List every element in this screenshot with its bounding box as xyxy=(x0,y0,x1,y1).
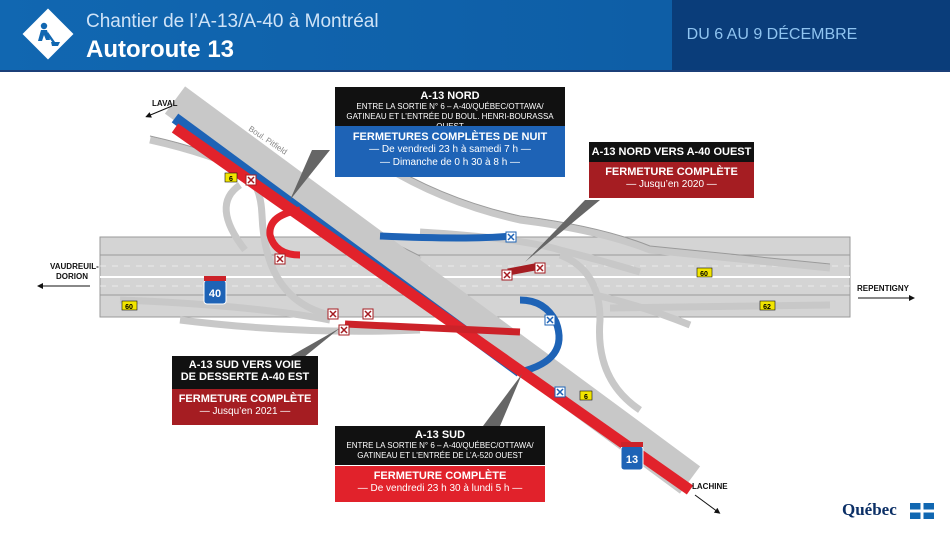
callout-a13-nord-header xyxy=(335,87,565,126)
callout-a13-nord-a40-detail: — Jusqu’en 2020 — xyxy=(626,179,717,190)
callout-a13-nord-a40-body xyxy=(589,162,754,198)
callout-a13-nord-detail1: — De vendredi 23 h à samedi 7 h — xyxy=(369,144,531,155)
quebec-flag-icon xyxy=(910,503,934,519)
callout-a13-sud-line1: ENTRE LA SORTIE N° 6 – A-40/QUÉBEC/OTTAWA/ xyxy=(346,441,534,450)
callout-a13-nord-a40-status: FERMETURE COMPLÈTE xyxy=(605,166,738,178)
callout-a13-nord-detail2: — Dimanche de 0 h 30 à 8 h — xyxy=(379,157,521,168)
callout-a13-nord-title: A-13 NORD xyxy=(420,90,480,102)
callout-a13-sud-desserte-detail: — Jusqu’en 2021 — xyxy=(199,406,291,417)
a40-shield-label: 40 xyxy=(208,288,222,300)
callout-a13-sud-status: FERMETURE COMPLÈTE xyxy=(373,470,507,482)
header-subtitle: Chantier de l’A-13/A-40 à Montréal xyxy=(86,11,379,32)
route-60-shield-left xyxy=(122,301,137,311)
route-6-shield-top xyxy=(225,173,237,183)
route-62-label: 62 xyxy=(763,304,771,311)
callout-a13-sud-detail: — De vendredi 23 h 30 à lundi 5 h — xyxy=(357,483,523,494)
direction-laval: LAVAL xyxy=(152,99,178,108)
callout-a13-sud-desserte-header xyxy=(172,356,318,389)
callout-a13-nord-a40-header xyxy=(589,142,754,162)
callout-a13-sud-desserte-status: FERMETURE COMPLÈTE xyxy=(178,393,312,405)
callout-pointer-a13-sud xyxy=(483,374,522,426)
a40-shield xyxy=(204,276,226,304)
a13-nord-loop xyxy=(380,236,512,238)
callout-a13-nord-status: FERMETURES COMPLÈTES DE NUIT xyxy=(352,131,548,143)
callout-a13-nord-line2: GATINEAU ET L’ENTRÉE DU BOUL. HENRI-BOURASSA xyxy=(346,112,554,121)
direction-vaudreuil: VAUDREUIL- xyxy=(50,262,99,271)
quebec-logo-text: Québec xyxy=(842,500,897,519)
direction-dorion: DORION xyxy=(56,272,88,281)
callout-a13-nord-a40-title: A-13 NORD VERS A-40 OUEST xyxy=(591,146,752,158)
callout-a13-sud-title: A-13 SUD xyxy=(414,429,466,441)
callout-a13-sud-desserte-title2: DE DESSERTE A-40 EST xyxy=(180,371,310,383)
roadwork-worker-icon xyxy=(22,8,74,60)
route-60-label-right: 60 xyxy=(700,271,708,278)
route-60-shield-right xyxy=(697,268,712,278)
direction-lachine: LACHINE xyxy=(692,482,728,491)
callout-a13-nord-body xyxy=(335,126,565,177)
callout-a13-sud-line2: GATINEAU ET L’ENTRÉE DE L’A-520 OUEST xyxy=(357,451,523,460)
route-6-shield-bottom xyxy=(580,391,592,401)
page-title: Autoroute 13 xyxy=(86,36,235,63)
callout-a13-sud-desserte-body xyxy=(172,389,318,425)
route-6-label-top: 6 xyxy=(229,176,233,183)
a13-shield-label: 13 xyxy=(625,454,639,466)
direction-repentigny: REPENTIGNY xyxy=(857,284,910,293)
callout-a13-nord-line1: ENTRE LA SORTIE N° 6 – A-40/QUÉBEC/OTTAWA/ xyxy=(356,102,544,111)
callout-a13-sud-desserte-title1: A-13 SUD VERS VOIE xyxy=(188,359,302,371)
date-range: DU 6 AU 9 DÉCEMBRE xyxy=(686,26,858,43)
route-62-shield xyxy=(760,301,775,311)
route-6-label-bottom: 6 xyxy=(584,394,588,401)
callout-a13-sud-body xyxy=(335,466,545,502)
a13-shield xyxy=(621,442,643,470)
street-label-pitfield: Boul. Pitfield xyxy=(246,124,289,157)
callout-a13-sud-header xyxy=(335,426,545,465)
route-60-label-left: 60 xyxy=(125,304,133,311)
